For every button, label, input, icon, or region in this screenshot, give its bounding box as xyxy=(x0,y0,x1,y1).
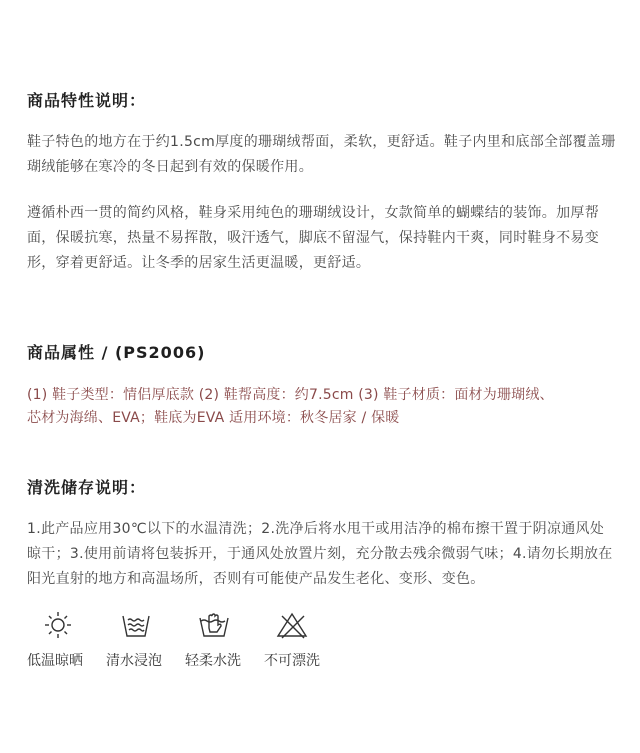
sun-icon xyxy=(40,608,76,642)
attributes-line-2: 芯材为海绵、EVA；鞋底为EVA 适用环境：秋冬居家 / 保暖 xyxy=(27,410,400,426)
features-heading: 商品特性说明： xyxy=(27,91,147,110)
hand-wash-icon xyxy=(196,608,232,642)
water-tub-icon xyxy=(118,608,154,642)
icon-label-sun: 低温晾晒 xyxy=(27,653,83,669)
icon-label-no-bleach: 不可漂洗 xyxy=(264,653,320,669)
features-paragraph-2: 遵循朴西一贯的简约风格，鞋身采用纯色的珊瑚绒设计，女款简单的蝴蝶结的装饰。加厚帮面，保暖抗寒，热量不易挥散，吸汗透气，脚底不留湿气，保持鞋内干爽，同时鞋身不易变形，穿着更舒适。让冬季的居家生活更温暖，更舒适。 xyxy=(27,205,599,271)
icon-label-hand-wash: 轻柔水洗 xyxy=(185,653,241,669)
features-paragraph-1: 鞋子特色的地方在于约1.5cm厚度的珊瑚绒帮面，柔软，更舒适。鞋子内里和底部全部覆盖珊瑚绒能够在寒冷的冬日起到有效的保暖作用。 xyxy=(27,134,616,175)
no-bleach-icon xyxy=(274,608,310,642)
care-heading: 清洗储存说明： xyxy=(27,478,147,497)
icon-label-water-tub: 清水浸泡 xyxy=(106,653,162,669)
attributes-line-1: (1) 鞋子类型：情侣厚底款 (2) 鞋帮高度：约7.5cm (3) 鞋子材质：面材为珊瑚绒、 xyxy=(27,387,554,403)
care-paragraph: 1.此产品应用30℃以下的水温清洗；2.洗净后将水甩干或用洁净的棉布擦干置于阴凉通风处晾干；3.使用前请将包装拆开，于通风处放置片刻，充分散去残余微弱气味；4.请勿长期放在阳光直射的地方和高温场所，否则有可能使产品发生老化、变形、变色。 xyxy=(27,521,613,587)
attributes-heading: 商品属性 / (PS2006) xyxy=(27,343,206,362)
